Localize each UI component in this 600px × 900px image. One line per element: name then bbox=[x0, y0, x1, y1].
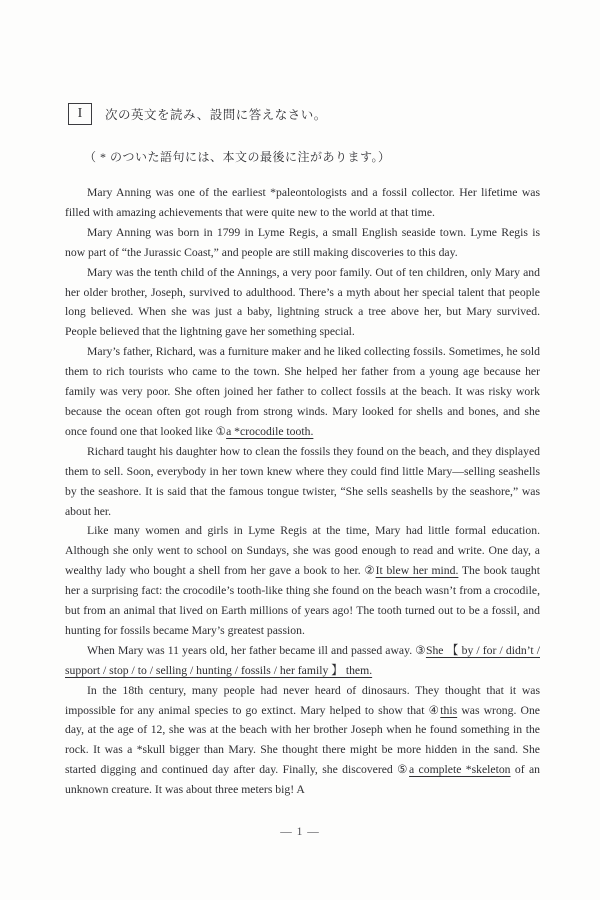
passage-text: Mary Anning was one of the earliest *paleontologists and a fossil collector. Her lifetime was filled with amazing achievements that were quite new to the world at that time. bbox=[65, 186, 540, 219]
passage-text: Mary Anning was born in 1799 in Lyme Regis, a small English seaside town. Lyme Regis is now part of “the Jurassic Coast,” and people are still making discoveries to this day. bbox=[65, 225, 540, 259]
passage-paragraph bbox=[65, 183, 540, 223]
passage-paragraph bbox=[65, 681, 540, 800]
passage-paragraph bbox=[65, 263, 540, 343]
passage-paragraph bbox=[65, 641, 540, 681]
passage-paragraph bbox=[65, 442, 540, 522]
underlined-phrase: She 【 by / for / didn’t / support / stop / to / selling / hunting / fossils / her family 】 them. bbox=[65, 643, 540, 677]
passage-paragraph bbox=[65, 521, 540, 640]
passage-paragraph bbox=[65, 223, 540, 263]
underlined-phrase: It blew her mind. bbox=[375, 564, 459, 578]
page-number: — 1 — bbox=[280, 826, 320, 838]
passage bbox=[65, 183, 540, 800]
passage-text: When Mary was 11 years old, her father became ill and passed away. ③ bbox=[87, 643, 426, 657]
question-number-box bbox=[68, 103, 92, 125]
underlined-phrase: this bbox=[440, 703, 458, 717]
page-footer bbox=[0, 826, 600, 838]
question-instruction: 次の英文を読み、設問に答えなさい。 bbox=[105, 108, 327, 122]
passage-text: was wrong. One day, at the age of 12, she was at the beach with her brother Joseph when he found something in the rock. It was a *skull bigger than Mary. She thought there might be more hidden in the sand. She started digging and continued day after day. Finally, she discovered ⑤ bbox=[65, 703, 540, 777]
passage-text: Richard taught his daughter how to clean the fossils they found on the beach, and they displayed them to sell. Soon, everybody in her town knew where they could find little Mary—selling seashells by the seashore. It is said that the famous tongue twister, “She sells seashells by the seashore,” was about her. bbox=[65, 444, 540, 518]
underlined-phrase: a *crocodile tooth. bbox=[226, 424, 314, 438]
question-number: I bbox=[77, 105, 83, 121]
passage-text: In the 18th century, many people had never heard of dinosaurs. They thought that it was impossible for any animal species to go extinct. Mary helped to show that ④ bbox=[65, 683, 540, 717]
passage-text: Like many women and girls in Lyme Regis at the time, Mary had little formal education. Although she only went to school on Sundays, she was good enough to read and write. One day, a wealthy lady who bought a shell from her gave a book to her. ② bbox=[65, 524, 540, 578]
passage-text: Mary was the tenth child of the Annings, a very poor family. Out of ten children, only Mary and her older brother, Joseph, survived to adulthood. There’s a myth about her special talent that people long believed. When she was just a baby, lightning struck a tree above her, but Mary survived. People believed that the lightning gave her something special. bbox=[65, 265, 540, 339]
passage-paragraph bbox=[65, 342, 540, 442]
passage-text: Mary’s father, Richard, was a furniture maker and he liked collecting fossils. Sometimes, he sold them to rich tourists who came to the town. She helped her father from a young age because her family was very poor. She often joined her father to collect fossils at the beach. It was risky work because the ocean often got rough from strong winds. Mary looked for shells and bones, and she once found one that looked like ① bbox=[65, 345, 540, 438]
question-header bbox=[68, 103, 327, 125]
passage-text: of an unknown creature. It was about three meters big! A bbox=[65, 763, 540, 797]
underlined-phrase: a complete *skeleton bbox=[409, 763, 511, 777]
passage-note: （ * のついた語句には、本文の最後に注があります。） bbox=[84, 150, 391, 164]
passage-text: The book taught her a surprising fact: the crocodile’s tooth-like thing she found on the beach wasn’t from a crocodile, but from an animal that lived on Earth millions of years ago! The tooth turned out to be a fossil, and hunting for fossils became Mary’s greatest passion. bbox=[65, 564, 540, 637]
